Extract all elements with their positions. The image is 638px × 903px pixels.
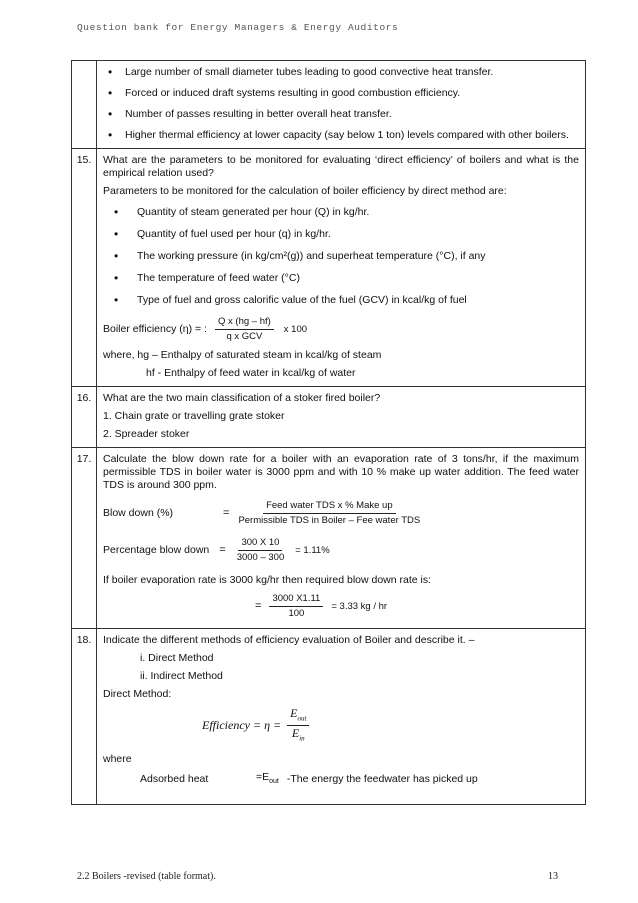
fraction (215, 316, 274, 343)
list-item: • Large number of small diameter tubes leading to good convective heat transfer. (103, 66, 579, 79)
question-text: Calculate the blow down rate for a boiler with an evaporation rate of 3 tons/hr, if the maximum permissible TDS in boiler water is 3000 ppm and with 10 % make up water addition. The feed water TDS is around 300 ppm. (103, 453, 579, 491)
table-row (72, 61, 586, 149)
equals-sign: = (223, 507, 230, 519)
formula-result: = 3.33 kg / hr (331, 601, 388, 612)
answer-cell (97, 149, 586, 387)
answer-cell (97, 448, 586, 629)
numerator: 3000 X1.11 (269, 593, 323, 607)
numerator: Q x (hg – hf) (215, 316, 274, 330)
fraction (235, 500, 423, 527)
formula-label: Blow down (%) (103, 507, 174, 519)
list-item: • Quantity of steam generated per hour (Q) in kg/hr. (103, 206, 579, 219)
bullet-list (103, 66, 579, 142)
question-number: 18. (72, 629, 97, 805)
intro-text: Parameters to be monitored for the calculation of boiler efficiency by direct method are: (103, 185, 507, 197)
question-text: What are the two main classification of a stoker fired boiler? (103, 392, 381, 404)
symbol-e: E (291, 726, 300, 741)
table-row (72, 448, 586, 629)
efficiency-equation (202, 707, 579, 745)
denominator (289, 726, 308, 744)
list-item: • Type of fuel and gross calorific value of the fuel (GCV) in kcal/kg of fuel (103, 294, 579, 307)
where-line: hf - Enthalpy of feed water in kcal/kg of water (146, 367, 356, 379)
blowdown-formula (103, 500, 579, 527)
denominator: 100 (288, 608, 305, 619)
equals-e: =E (256, 770, 270, 783)
where-label: where (103, 752, 132, 765)
formula-result: = 1.11% (295, 545, 330, 556)
table-row (72, 387, 586, 448)
answer-line: 1. Chain grate or travelling grate stoker (103, 410, 285, 422)
bullet-list (103, 206, 579, 307)
symbol-e: E (290, 706, 298, 720)
page-header: Question bank for Energy Managers & Energy Auditors (77, 22, 399, 33)
rate-formula (255, 593, 579, 620)
equals-sign: = (219, 544, 226, 556)
answer-cell (97, 61, 586, 149)
table-row (72, 149, 586, 387)
numerator: Feed water TDS x % Make up (263, 500, 396, 514)
denominator: q x GCV (226, 331, 263, 342)
list-item: • Higher thermal efficiency at lower capacity (say below 1 ton) levels compared with other boilers. (103, 129, 579, 142)
list-item: • The working pressure (in kg/cm²(g)) and superheat temperature (°C), if any (103, 250, 579, 263)
percentage-formula (103, 537, 579, 564)
where-line: where, hg – Enthalpy of saturated steam in kcal/kg of steam (103, 349, 382, 361)
formula-tail: x 100 (283, 324, 308, 335)
term-equals (256, 771, 279, 788)
numerator (287, 707, 309, 726)
list-item: • The temperature of feed water (°C) (103, 272, 579, 285)
fraction (287, 707, 309, 745)
equation-lhs: Efficiency = η = (202, 718, 282, 733)
denominator: 3000 – 300 (236, 552, 285, 563)
subscript: out (297, 714, 307, 723)
adsorbed-heat-line (103, 771, 579, 788)
rate-text: If boiler evaporation rate is 3000 kg/hr then required blow down rate is: (103, 574, 432, 586)
equals-sign: = (255, 600, 262, 612)
answer-cell (97, 387, 586, 448)
question-table (71, 60, 586, 805)
page-number: 13 (548, 871, 558, 882)
table-row (72, 629, 586, 805)
question-number: 17. (72, 448, 97, 629)
question-number: 15. (72, 149, 97, 387)
method-item: i. Direct Method (140, 652, 214, 664)
list-item: • Forced or induced draft systems resulting in good combustion efficiency. (103, 87, 579, 100)
question-number-cell (72, 61, 97, 149)
term-description: -The energy the feedwater has picked up (286, 772, 478, 785)
numerator: 300 X 10 (238, 537, 282, 551)
formula-label: Percentage blow down (103, 544, 210, 556)
page-footer: 2.2 Boilers -revised (table format). (77, 871, 216, 882)
fraction (234, 537, 288, 564)
answer-cell (97, 629, 586, 805)
fraction (269, 593, 323, 620)
list-item: • Quantity of fuel used per hour (q) in kg/hr. (103, 228, 579, 241)
section-heading: Direct Method: (103, 688, 172, 700)
method-item: ii. Indirect Method (140, 670, 223, 682)
term-label: Adsorbed heat (140, 772, 209, 785)
subscript: in (299, 734, 305, 743)
subscript: out (269, 777, 279, 785)
question-number: 16. (72, 387, 97, 448)
formula-label: Boiler efficiency (η) = : (103, 323, 207, 335)
answer-line: 2. Spreader stoker (103, 428, 190, 440)
efficiency-formula (103, 316, 579, 343)
list-item: • Number of passes resulting in better overall heat transfer. (103, 108, 579, 121)
question-text: What are the parameters to be monitored for evaluating ‘direct efficiency’ of boilers and what is the empirical relation used? (103, 154, 579, 179)
question-text: Indicate the different methods of efficiency evaluation of Boiler and describe it. – (103, 634, 475, 646)
denominator: Permissible TDS in Boiler – Fee water TDS (238, 515, 421, 526)
